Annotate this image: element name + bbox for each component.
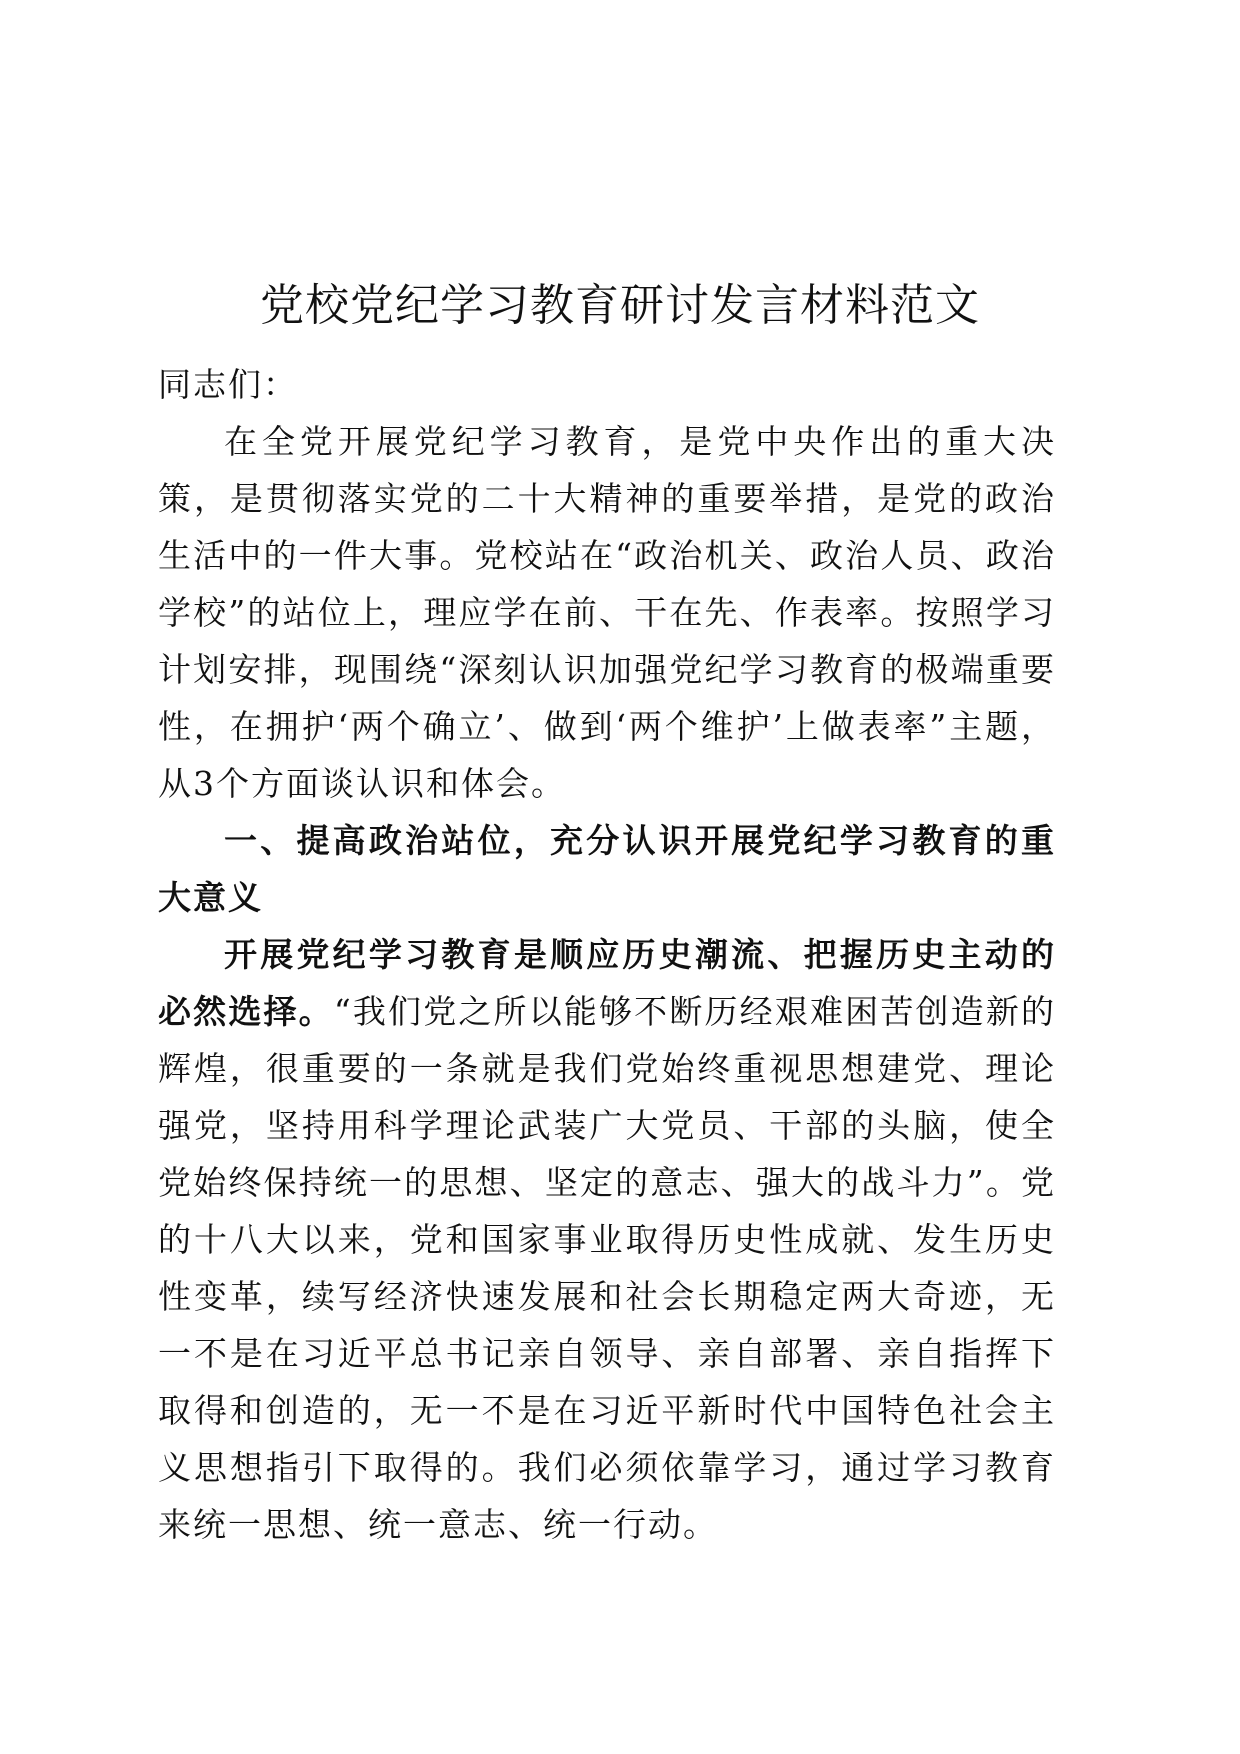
document-body (158, 356, 1056, 1553)
paragraph-body-text: “我们党之所以能够不断历经艰难困苦创造新的辉煌，很重要的一条就是我们党始终重视思想建党、理论强党，坚持用科学理论武装广大党员、干部的头脑，使全党始终保持统一的思想、坚定的意志、强大的战斗力”。党的十八大以来，党和国家事业取得历史性成就、发生历史性变革，续写经济快速发展和社会长期稳定两大奇迹，无一不是在习近平总书记亲自领导、亲自部署、亲自指挥下取得和创造的，无一不是在习近平新时代中国特色社会主义思想指引下取得的。我们必须依靠学习，通过学习教育来统一思想、统一意志、统一行动。 (158, 992, 1056, 1544)
salutation: 同志们： (158, 365, 298, 404)
document-title: 党校党纪学习教育研讨发言材料范文 (260, 280, 980, 331)
body-paragraph-1 (158, 926, 1056, 1553)
paragraph-lead-sentence: 开展党纪学习教育是顺应历史潮流、把握历史主动的必然选择。 (158, 935, 1056, 1031)
section-heading-1: 一、提高政治站位，充分认识开展党纪学习教育的重大意义 (158, 821, 1056, 917)
intro-paragraph: 在全党开展党纪学习教育，是党中央作出的重大决策，是贯彻落实党的二十大精神的重要举措，是党的政治生活中的一件大事。党校站在“政治机关、政治人员、政治学校”的站位上，理应学在前、干在先、作表率。按照学习计划安排，现围绕“深刻认识加强党纪学习教育的极端重要性，在拥护‘两个确立’、做到‘两个维护’上做表率”主题，从3个方面谈认识和体会。 (158, 422, 1056, 803)
